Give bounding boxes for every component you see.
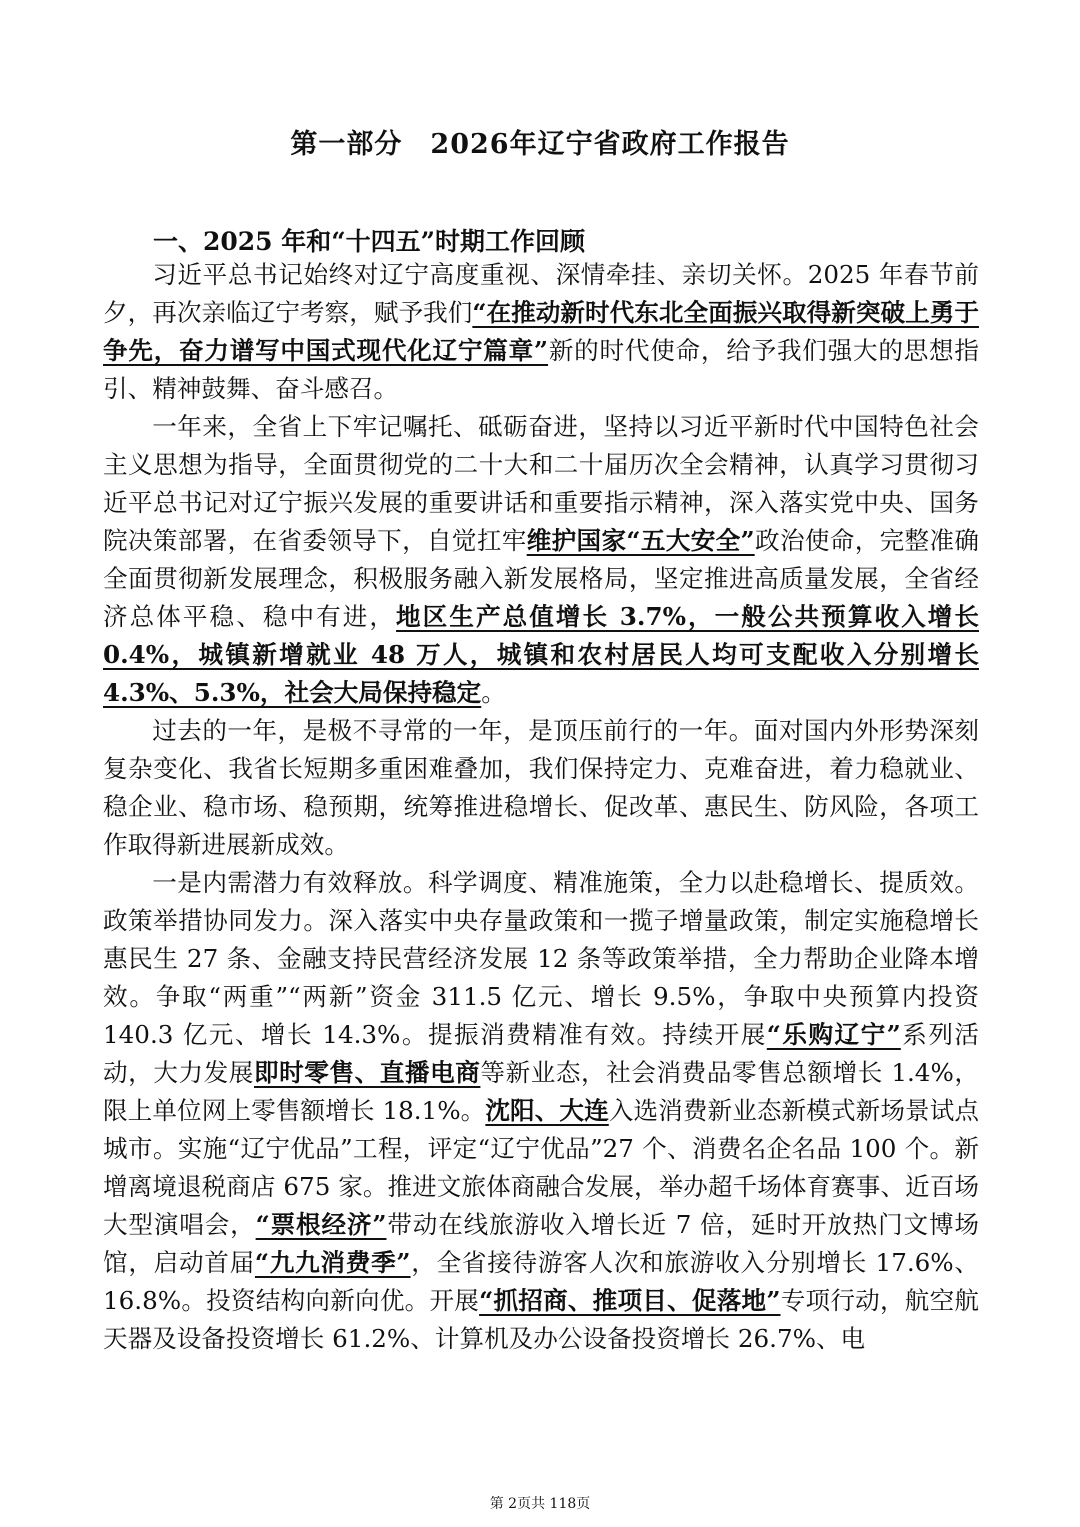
paragraph-3: 过去的一年，是极不寻常的一年，是顶压前行的一年。面对国内外形势深刻复杂变化、我省长短期多重困难叠加，我们保持定力、克难奋进，着力稳就业、稳企业、稳市场、稳预期，统筹推进稳增长、促改革、惠民生、防风险，各项工作取得新进展新成效。 [103,716,979,859]
emphasis-text: “抓招商、推项目、促落地” [479,1286,781,1315]
title-part: 第一部分 [290,129,403,160]
emphasis-text: 沈阳、大连 [485,1096,609,1125]
emphasis-text: “在推动新时代东北全面振兴取得新突破上勇于争先，奋力谱写中国式现代化辽宁篇章” [103,298,979,365]
title-main: 2026年辽宁省政府工作报告 [430,129,790,160]
emphasis-text: “九九消费季” [254,1248,411,1277]
paragraph-4: 一是内需潜力有效释放。科学调度、精准施策，全力以赴稳增长、提质效。政策举措协同发力。深入落实中央存量政策和一揽子增量政策，制定实施稳增长惠民生 27 条、金融支持民营经济发展 12 条等政策举措，全力帮助企业降本增效。争取“两重”“两新”资金 311.5 亿元、增长 9.5%，争取中央预算内投资 140.3 亿元、增长 14.3%。提振消费精准有效。持续开展“乐购辽宁”系列活动，大力发展即时零售、直播电商等新业态，社会消费品零售总额增长 1.4%，限上单位网上零售额增长 18.1%。沈阳、大连入选消费新业态新模式新场景试点城市。实施“辽宁优品”工程，评定“辽宁优品”27 个、消费名企名品 100 个。新增离境退税商店 675 家。推进文旅体商融合发展，举办超千场体育赛事、近百场大型演唱会，“票根经济”带动在线旅游收入增长近 7 倍，延时开放热门文博场馆，启动首届“九九消费季”，全省接待游客人次和旅游收入分别增长 17.6%、16.8%。投资结构向新向优。开展“抓招商、推项目、促落地”专项行动，航空航天器及设备投资增长 61.2%、计算机及办公设备投资增长 26.7%、电 [103,868,979,1353]
emphasis-text: 维护国家“五大安全” [526,526,755,555]
paragraph-1: 习近平总书记始终对辽宁高度重视、深情牵挂、亲切关怀。2025 年春节前夕，再次亲临辽宁考察，赋予我们“在推动新时代东北全面振兴取得新突破上勇于争先，奋力谱写中国式现代化辽宁篇章”新的时代使命，给予我们强大的思想指引、精神鼓舞、奋斗感召。 [103,260,979,403]
emphasis-text: “票根经济” [255,1210,387,1239]
section-heading: 一、2025 年和“十四五”时期工作回顾 [153,227,586,256]
emphasis-text: 地区生产总值增长 3.7%，一般公共预算收入增长 0.4%，城镇新增就业 48 万人，城镇和农村居民人均可支配收入分别增长 4.3%、5.3%，社会大局保持稳定 [103,602,979,707]
report-body [103,256,979,1358]
paragraph-2: 一年来，全省上下牢记嘱托、砥砺奋进，坚持以习近平新时代中国特色社会主义思想为指导，全面贯彻党的二十大和二十届历次全会精神，认真学习贯彻习近平总书记对辽宁振兴发展的重要讲话和重要指示精神，深入落实党中央、国务院决策部署，在省委领导下，自觉扛牢维护国家“五大安全”政治使命，完整准确全面贯彻新发展理念，积极服务融入新发展格局，坚定推进高质量发展，全省经济总体平稳、稳中有进，地区生产总值增长 3.7%，一般公共预算收入增长 0.4%，城镇新增就业 48 万人，城镇和农村居民人均可支配收入分别增长 4.3%、5.3%，社会大局保持稳定。 [103,412,979,707]
page-title [0,122,1080,161]
emphasis-text: 即时零售、直播电商 [253,1058,481,1087]
emphasis-text: “乐购辽宁” [766,1020,901,1049]
page-footer: 第 2页共 118页 [489,1496,591,1512]
